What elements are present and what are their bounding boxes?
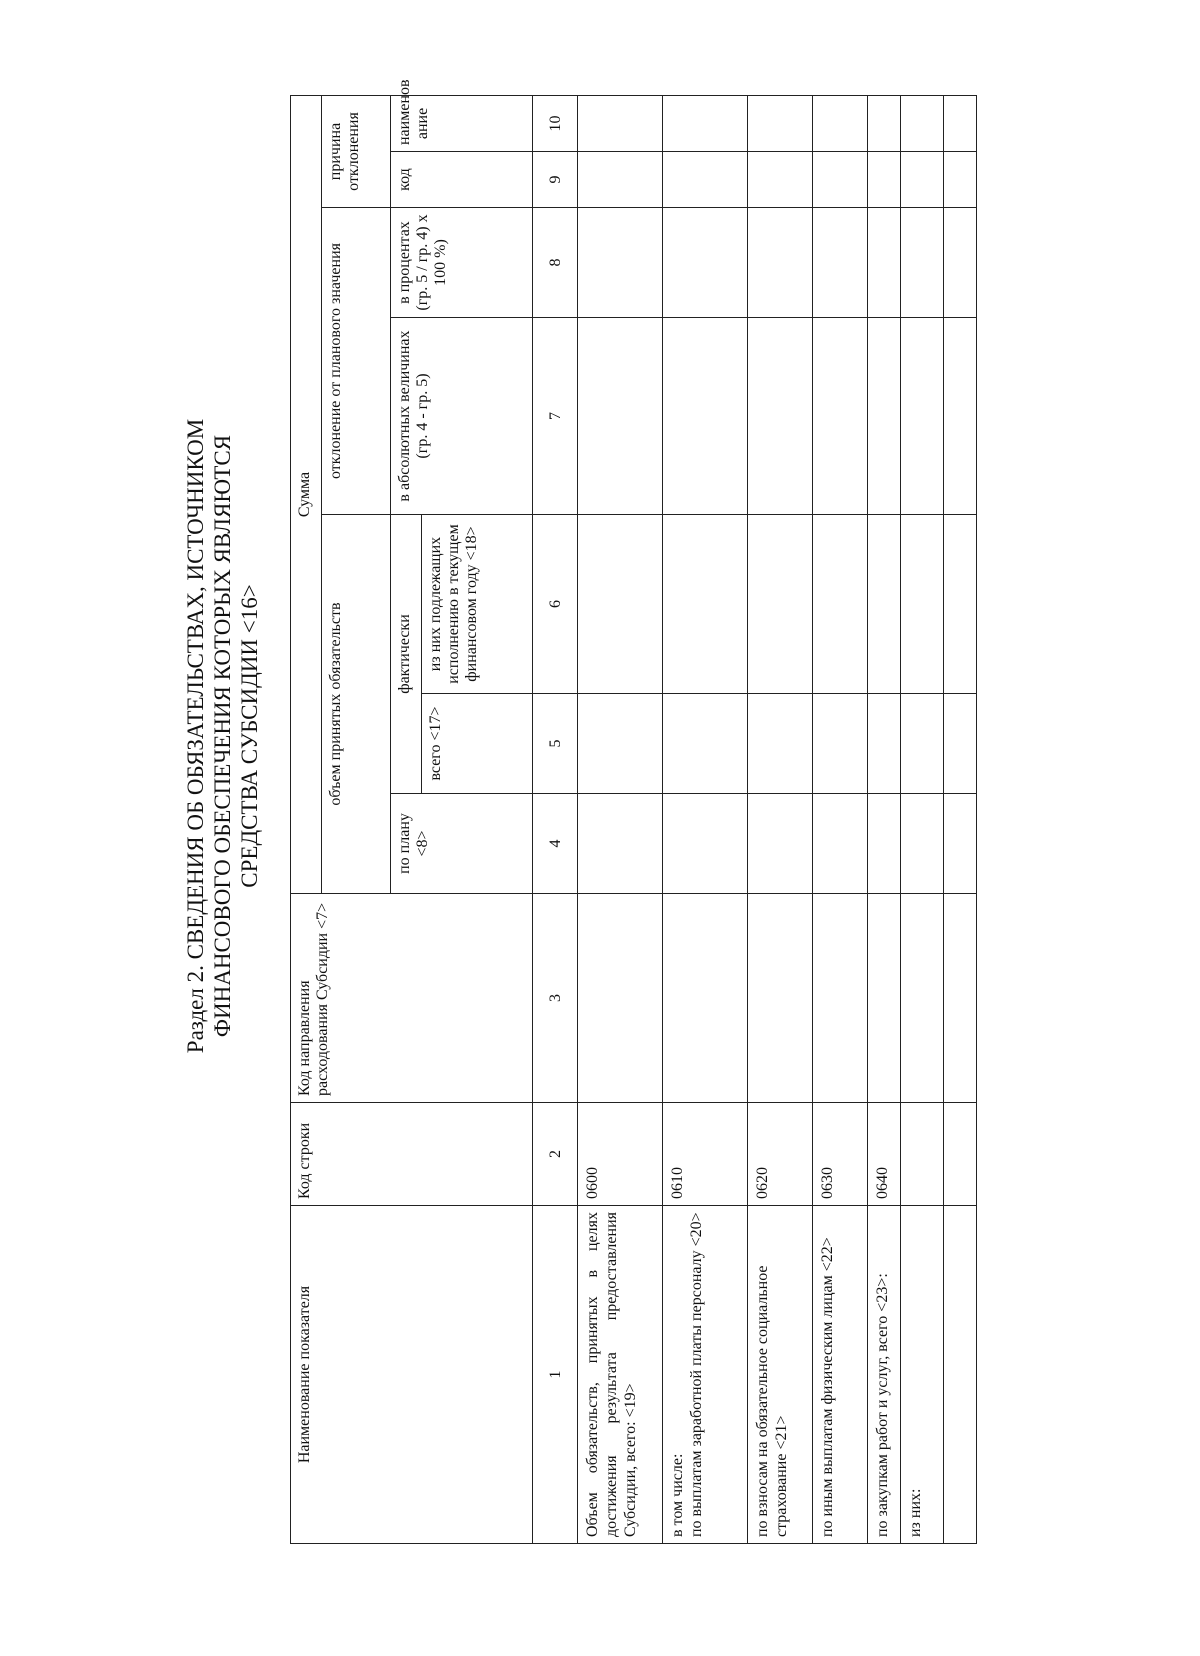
row-name: [944, 1206, 977, 1544]
header-indicator-name: Наименование показателя: [291, 1206, 533, 1544]
cell: [663, 694, 748, 794]
table-row: [868, 95, 901, 1543]
cell: [868, 318, 901, 515]
cell: [813, 152, 868, 208]
cell: [868, 894, 901, 1103]
cell: [578, 152, 663, 208]
header-reason-code: код: [391, 152, 533, 208]
cell: [813, 794, 868, 894]
header-percent: в процентах (гр. 5 / гр. 4) x 100 %): [391, 208, 533, 318]
header-reason: причина отклонения: [322, 95, 391, 207]
table-row: [748, 95, 813, 1543]
cell: [901, 894, 944, 1103]
column-number: 9: [533, 152, 578, 208]
cell: [868, 794, 901, 894]
cell: [663, 515, 748, 694]
row-name: Объем обязательств, принятых в целях достижения результата предоставления Субсидии, всего: <19>: [578, 1206, 663, 1544]
header-direction-code: Код направления расходования Субсидии <7>: [291, 894, 533, 1103]
cell: [748, 515, 813, 694]
cell: [748, 894, 813, 1103]
column-number: 6: [533, 515, 578, 694]
cell: [578, 318, 663, 515]
cell: [663, 208, 748, 318]
header-by-plan: по плану <8>: [391, 794, 533, 894]
cell: [578, 515, 663, 694]
row-name-prefix: в том числе:: [669, 1453, 686, 1537]
column-number: 4: [533, 794, 578, 894]
cell: [944, 694, 977, 794]
cell: [901, 95, 944, 151]
row-code: [901, 1103, 944, 1206]
table-row: [813, 95, 868, 1543]
cell: [813, 694, 868, 794]
header-row-1: [291, 95, 322, 1543]
header-total-17: всего <17>: [422, 694, 533, 794]
header-sum: Сумма: [291, 95, 322, 893]
obligations-table: [290, 79, 977, 1544]
cell: [813, 95, 868, 151]
row-name: по иным выплатам физическим лицам <22>: [813, 1206, 868, 1544]
row-name: по взносам на обязательное социальное страхование <21>: [748, 1206, 813, 1544]
cell: [578, 894, 663, 1103]
header-actual: фактически: [391, 515, 422, 794]
title-line-3: СРЕДСТВА СУБСИДИИ <16>: [237, 584, 262, 888]
cell: [901, 208, 944, 318]
cell: [944, 318, 977, 515]
cell: [944, 894, 977, 1103]
cell: [578, 95, 663, 151]
title-line-1: Раздел 2. СВЕДЕНИЯ ОБ ОБЯЗАТЕЛЬСТВАХ, ИСТОЧНИКОМ: [183, 418, 208, 1054]
cell: [748, 794, 813, 894]
column-number: 8: [533, 208, 578, 318]
header-of-which-current-year: из них подлежащих исполнению в текущем финансовом году <18>: [422, 515, 533, 694]
row-code: 0630: [813, 1103, 868, 1206]
cell: [944, 794, 977, 894]
cell: [901, 515, 944, 694]
cell: [663, 95, 748, 151]
cell: [944, 152, 977, 208]
header-row-code: Код строки: [291, 1103, 533, 1206]
cell: [901, 318, 944, 515]
row-name: по закупкам работ и услуг, всего <23>:: [868, 1206, 901, 1544]
table-row: [663, 95, 748, 1543]
cell: [944, 95, 977, 151]
cell: [944, 208, 977, 318]
cell: [813, 894, 868, 1103]
column-number: 3: [533, 894, 578, 1103]
table-row: [901, 95, 944, 1543]
cell: [578, 208, 663, 318]
cell: [944, 515, 977, 694]
header-reason-name: наименов ание: [391, 95, 533, 151]
cell: [663, 318, 748, 515]
cell: [868, 694, 901, 794]
row-name-text: по выплатам заработной платы персоналу <20>: [688, 1212, 705, 1537]
cell: [868, 208, 901, 318]
column-number: 2: [533, 1103, 578, 1206]
cell: [663, 794, 748, 894]
row-code: 0640: [868, 1103, 901, 1206]
cell: [748, 208, 813, 318]
row-name: [663, 1206, 748, 1544]
cell: [901, 794, 944, 894]
cell: [813, 515, 868, 694]
column-numbers-row: [533, 95, 578, 1543]
table-row: [944, 95, 977, 1543]
section-title: [182, 296, 263, 1176]
cell: [578, 694, 663, 794]
column-number: 10: [533, 95, 578, 151]
cell: [748, 95, 813, 151]
cell: [901, 152, 944, 208]
row-code: 0610: [663, 1103, 748, 1206]
column-number: 5: [533, 694, 578, 794]
cell: [868, 515, 901, 694]
cell: [663, 152, 748, 208]
cell: [578, 794, 663, 894]
cell: [868, 95, 901, 151]
cell: [748, 152, 813, 208]
table-row: [578, 95, 663, 1543]
title-line-2: ФИНАНСОВОГО ОБЕСПЕЧЕНИЯ КОТОРЫХ ЯВЛЯЮТСЯ: [210, 434, 235, 1038]
cell: [813, 208, 868, 318]
cell: [748, 318, 813, 515]
column-number: 1: [533, 1206, 578, 1544]
header-absolute: в абсолютных величинах (гр. 4 - гр. 5): [391, 318, 533, 515]
row-name: из них:: [901, 1206, 944, 1544]
header-obligations-volume: объем принятых обязательств: [322, 515, 391, 894]
column-number: 7: [533, 318, 578, 515]
row-code: 0620: [748, 1103, 813, 1206]
header-deviation: отклонение от планового значения: [322, 208, 391, 515]
row-code: 0600: [578, 1103, 663, 1206]
row-code: [944, 1103, 977, 1206]
cell: [663, 894, 748, 1103]
cell: [868, 152, 901, 208]
cell: [748, 694, 813, 794]
cell: [813, 318, 868, 515]
cell: [901, 694, 944, 794]
